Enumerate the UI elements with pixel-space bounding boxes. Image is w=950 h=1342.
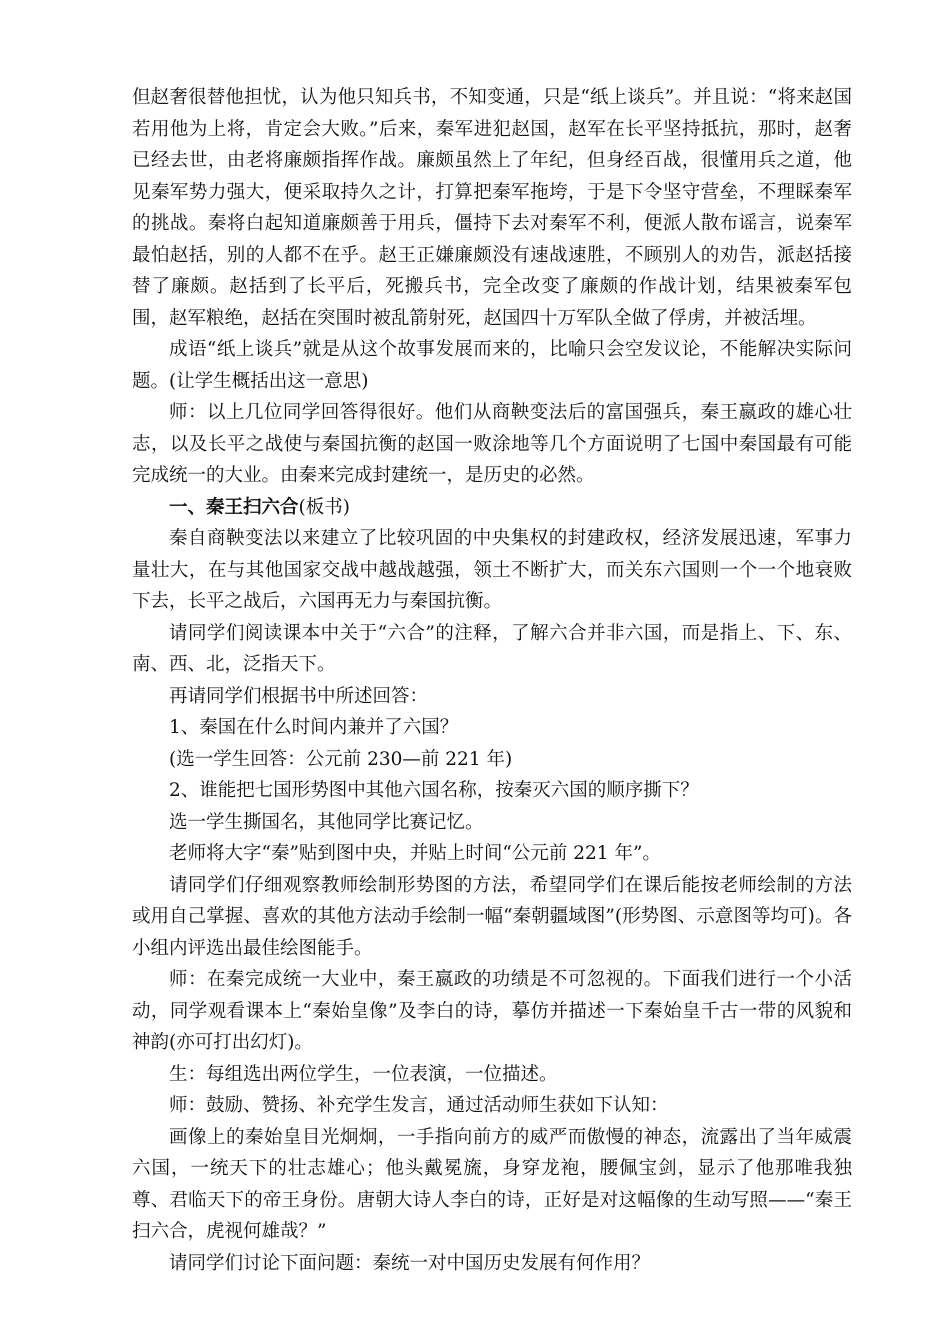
paragraph: (选一学生回答：公元前 230—前 221 年) xyxy=(169,748,513,770)
paragraph: 师：以上几位同学回答得很好。他们从商鞅变法后的富国强兵，秦王嬴政的雄心壮志，以及长平之战使与秦国抗衡的赵国一败涂地等几个方面说明了七国中秦国最有可能完成统一的大业。由秦来完成封建统一，是历史的必然。 xyxy=(132,402,852,486)
section-heading-title: 一、秦王扫六合 xyxy=(169,496,299,518)
document-page xyxy=(132,82,852,1279)
section-heading xyxy=(132,492,852,524)
paragraph: 请同学们仔细观察教师绘制形势图的方法，希望同学们在课后能按老师绘制的方法或用自己掌握、喜欢的其他方法动手绘制一幅“秦朝疆域图”(形势图、示意图等均可)。各小组内评选出最佳绘图能手。 xyxy=(132,874,852,959)
section-heading-note: (板书) xyxy=(298,496,350,518)
paragraph: 老师将大字“秦”贴到图中央，并贴上时间“公元前 221 年”。 xyxy=(169,843,661,864)
paragraph: 请同学们讨论下面问题：秦统一对中国历史发展有何作用？ xyxy=(169,1252,651,1274)
question-item: 1、秦国在什么时间内兼并了六国？ xyxy=(169,717,459,738)
paragraph: 画像上的秦始皇目光炯炯，一手指向前方的威严而傲慢的神态，流露出了当年威震六国，一统天下的壮志雄心；他头戴冕旒，身穿龙袍，腰佩宝剑，显示了他那唯我独尊、君临天下的帝王身份。唐朝大诗人李白的诗，正好是对这幅像的生动写照——“秦王扫六合，虎视何雄哉？” xyxy=(132,1126,852,1242)
paragraph: 秦自商鞅变法以来建立了比较巩固的中央集权的封建政权，经济发展迅速，军事力量壮大，在与其他国家交战中越战越强，领土不断扩大，而关东六国则一个一个地衰败下去，长平之战后，六国再无力与秦国抗衡。 xyxy=(132,528,852,612)
paragraph: 再请同学们根据书中所述回答： xyxy=(169,685,429,707)
paragraph: 生：每组选出两位学生，一位表演，一位描述。 xyxy=(169,1063,558,1085)
paragraph: 但赵奢很替他担忧，认为他只知兵书，不知变通，只是“纸上谈兵”。并且说：“将来赵国若用他为上将，肯定会大败。”后来，秦军进犯赵国，赵军在长平坚持抵抗，那时，赵奢已经去世，由老将廉颇指挥作战。廉颇虽然上了年纪，但身经百战，很懂用兵之道，他见秦军势力强大，便采取持久之计，打算把秦军拖垮，于是下令坚守营垒，不理睬秦军的挑战。秦将白起知道廉颇善于用兵，僵持下去对秦军不利，便派人散布谣言，说秦军最怕赵括，别的人都不在乎。赵王正嫌廉颇没有速战速胜，不顾别人的劝告，派赵括接替了廉颇。赵括到了长平后，死搬兵书，完全改变了廉颇的作战计划，结果被秦军包围，赵军粮绝，赵括在突围时被乱箭射死，赵国四十万军队全做了俘虏，并被活埋。 xyxy=(132,87,852,329)
paragraph: 成语“纸上谈兵”就是从这个故事发展而来的，比喻只会空发议论，不能解决实际问题。(让学生概括出这一意思) xyxy=(132,339,852,392)
paragraph: 选一学生撕国名，其他同学比赛记忆。 xyxy=(169,811,484,833)
paragraph: 师：鼓励、赞扬、补充学生发言，通过活动师生获如下认知： xyxy=(169,1095,669,1116)
question-item: 2、谁能把七国形势图中其他六国名称，按秦灭六国的顺序撕下？ xyxy=(169,780,699,801)
paragraph: 师：在秦完成统一大业中，秦王嬴政的功绩是不可忽视的。下面我们进行一个小活动，同学观看课本上“秦始皇像”及李白的诗，摹仿并描述一下秦始皇千古一带的风貌和神韵(亦可打出幻灯)。 xyxy=(132,969,852,1053)
paragraph: 请同学们阅读课本中关于“六合”的注释，了解六合并非六国，而是指上、下、东、南、西、北，泛指天下。 xyxy=(132,622,852,675)
